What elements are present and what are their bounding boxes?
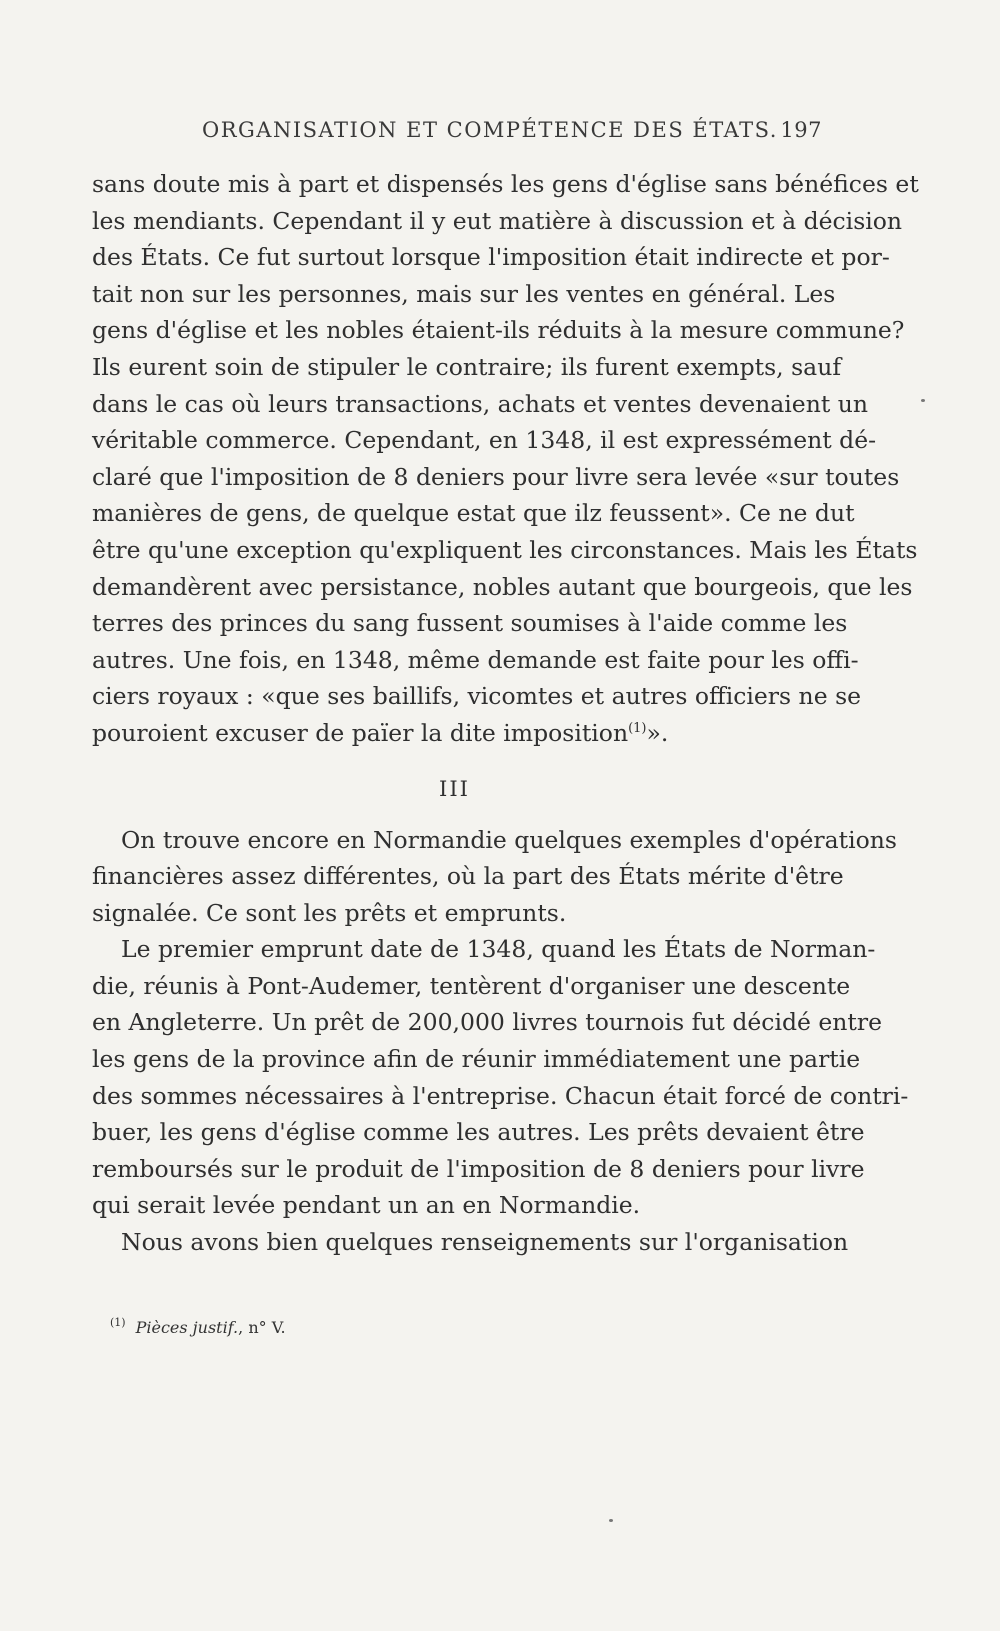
text-line: en Angleterre. Un prêt de 200,000 livres tournois fut décidé entre <box>92 1008 883 1037</box>
text-line: dans le cas où leurs transactions, achats et ventes devenaient un <box>92 389 869 418</box>
text-line: ciers royaux : «que ses baillifs, vicomtes et autres officiers ne se <box>92 682 862 711</box>
paragraph-2 <box>92 822 897 932</box>
text-line: On trouve encore en Normandie quelques exemples d'opérations <box>121 825 897 854</box>
text-line <box>92 715 817 752</box>
text-line: gens d'église et les nobles étaient-ils réduits à la mesure commune? <box>92 316 905 345</box>
section-number: III <box>439 776 470 801</box>
text-line: les mendiants. Cependant il y eut matière à discussion et à décision <box>92 206 903 235</box>
text-line: véritable commerce. Cependant, en 1348, il est expressément dé- <box>92 426 877 455</box>
body-text <box>92 166 919 1261</box>
line-text: pouroient excuser de païer la dite imposition <box>92 718 629 747</box>
text-line: financières assez différentes, où la part des États mérite d'être <box>92 862 844 891</box>
text-line: claré que l'imposition de 8 deniers pour livre sera levée «sur toutes <box>92 462 900 491</box>
text-line: Le premier emprunt date de 1348, quand les États de Norman- <box>121 935 876 964</box>
text-line: sans doute mis à part et dispensés les gens d'église sans bénéfices et <box>92 170 919 198</box>
footnote <box>110 1316 286 1337</box>
text-line: Nous avons bien quelques renseignements sur l'organisation <box>121 1228 849 1257</box>
text-line: die, réunis à Pont-Audemer, tentèrent d'organiser une descente <box>92 971 851 1000</box>
footnote-reference[interactable]: (1) <box>628 720 647 736</box>
text-line: être qu'une exception qu'expliquent les circonstances. Mais les États <box>92 535 918 564</box>
text-line: remboursés sur le produit de l'imposition de 8 deniers pour livre <box>92 1154 865 1183</box>
footnote-mark: (1) <box>110 1316 126 1329</box>
text-line: qui serait levée pendant un an en Normandie. <box>92 1191 641 1220</box>
ink-speck <box>609 1519 613 1522</box>
text-line: terres des princes du sang fussent soumises à l'aide comme les <box>92 609 848 638</box>
footnote-text: , n° V. <box>238 1318 286 1337</box>
footnote-italic-text: Pièces justif. <box>135 1318 239 1337</box>
text-line: buer, les gens d'église comme les autres. Les prêts devaient être <box>92 1118 865 1147</box>
paragraph-3 <box>92 931 909 1224</box>
text-line: les gens de la province afin de réunir immédiatement une partie <box>92 1045 861 1074</box>
paragraph-1 <box>92 166 919 752</box>
text-line: manières de gens, de quelque estat que ilz feussent». Ce ne dut <box>92 499 855 528</box>
text-line: Ils eurent soin de stipuler le contraire; ils furent exempts, sauf <box>92 352 842 381</box>
line-text: ». <box>646 718 669 747</box>
text-line: des États. Ce fut surtout lorsque l'imposition était indirecte et por- <box>92 243 890 272</box>
text-line: demandèrent avec persistance, nobles autant que bourgeois, que les <box>92 572 913 601</box>
page-number: 197 <box>780 118 822 142</box>
text-line: des sommes nécessaires à l'entreprise. Chacun était forcé de contri- <box>92 1081 909 1110</box>
ink-speck <box>921 399 925 402</box>
running-title: ORGANISATION ET COMPÉTENCE DES ÉTATS. <box>202 118 778 142</box>
running-head <box>180 118 822 152</box>
paragraph-4 <box>92 1224 849 1261</box>
text-line: signalée. Ce sont les prêts et emprunts. <box>92 898 567 927</box>
text-line: autres. Une fois, en 1348, même demande est faite pour les offi- <box>92 645 859 674</box>
text-line: tait non sur les personnes, mais sur les ventes en général. Les <box>92 279 836 308</box>
